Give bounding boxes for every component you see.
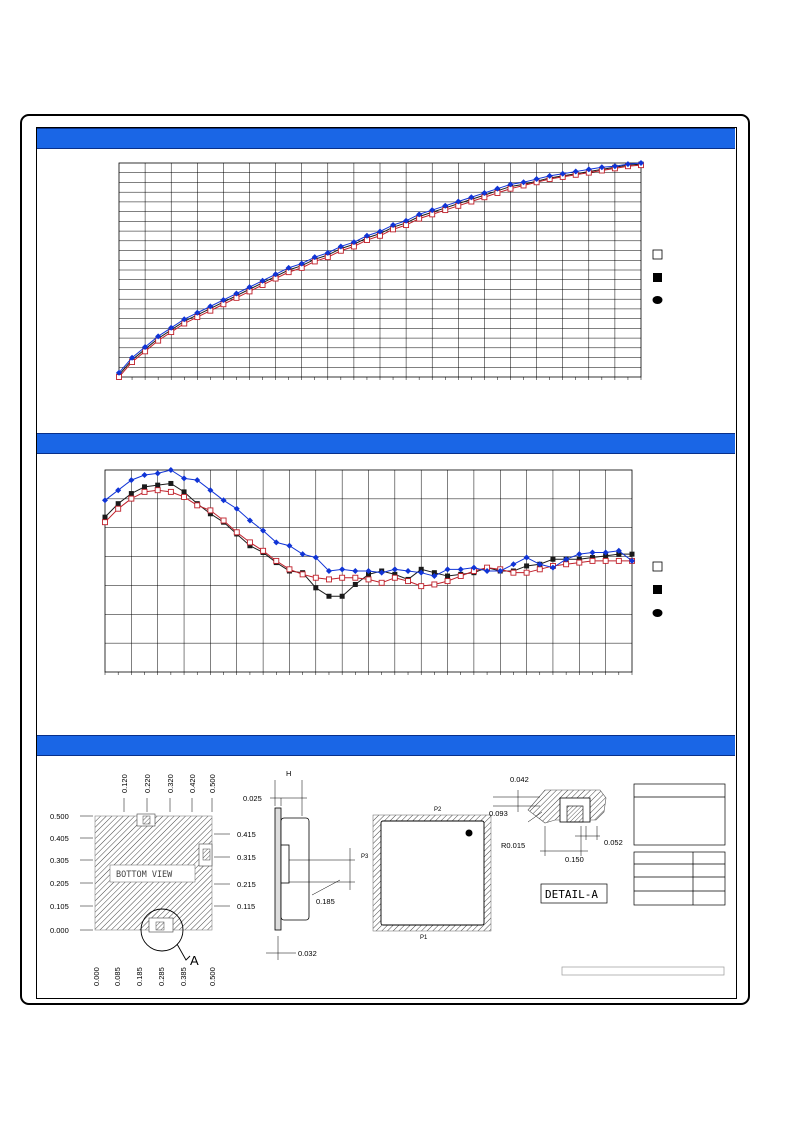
side-h-label: H [286, 769, 292, 778]
right-dim-0: 0.415 [237, 830, 256, 839]
right-dim-1: 0.315 [237, 853, 256, 862]
bottom-view-label: BOTTOM VIEW [116, 870, 173, 880]
top-dim-0: 0.120 [120, 774, 129, 793]
pin-p2: P2 [434, 807, 442, 813]
bottom-dim-1: 0.085 [113, 967, 122, 986]
top-dim-3: 0.420 [188, 774, 197, 793]
side-185-label: 0.185 [316, 897, 335, 906]
right-dim-2: 0.215 [237, 880, 256, 889]
side-view [266, 780, 355, 960]
pin-p3: P3 [361, 854, 369, 860]
top-dim-4: 0.500 [208, 774, 217, 793]
detail-150: 0.150 [565, 855, 584, 864]
bottom-dim-4: 0.385 [179, 967, 188, 986]
callout-a: A [190, 953, 199, 968]
right-dim-3: 0.115 [237, 902, 256, 911]
detail-a-label: DETAIL-A [545, 888, 598, 901]
side-032-label: 0.032 [298, 949, 317, 958]
detail-093: 0.093 [489, 809, 508, 818]
bottom-dim-2: 0.185 [135, 967, 144, 986]
detail-042: 0.042 [510, 775, 529, 784]
left-dim-3: 0.205 [50, 879, 69, 888]
bottom-dim-5: 0.500 [208, 967, 217, 986]
bottom-dim-0: 0.000 [92, 967, 101, 986]
bottom-dim-3: 0.285 [157, 967, 166, 986]
side-025-label: 0.025 [243, 794, 262, 803]
left-dim-1: 0.405 [50, 834, 69, 843]
left-dim-0: 0.500 [50, 812, 69, 821]
left-dim-2: 0.305 [50, 856, 69, 865]
left-dim-5: 0.000 [50, 926, 69, 935]
detail-r015: R0.015 [501, 841, 526, 850]
top-dim-1: 0.220 [143, 774, 152, 793]
pin-p1: P1 [420, 935, 428, 941]
top-view [373, 815, 491, 931]
left-dim-4: 0.105 [50, 902, 69, 911]
top-dim-2: 0.320 [166, 774, 175, 793]
detail-052: 0.052 [604, 838, 623, 847]
